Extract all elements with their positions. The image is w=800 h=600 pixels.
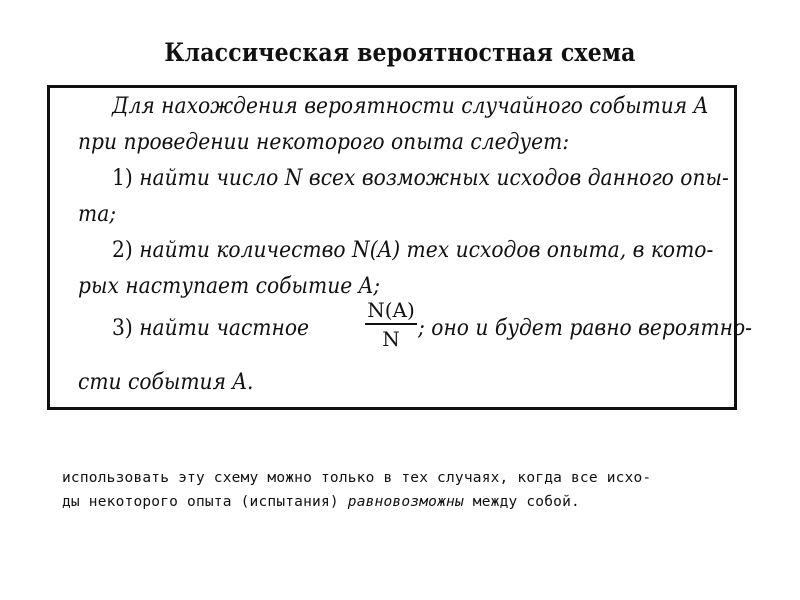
rule-box (47, 85, 753, 410)
note-text-b: между собой. (463, 494, 580, 510)
rule-line-2: при проведении некоторого опыта следует: (78, 130, 570, 155)
step-2-number: 2) (112, 238, 133, 263)
step-3-number: 3) (112, 316, 133, 341)
note-line-2 (62, 494, 580, 510)
rule-line-4: та; (78, 202, 117, 227)
note-text-a: ды некоторого опыта (испытания) (62, 494, 348, 510)
rule-step-3 (112, 316, 309, 341)
fraction-numerator: N(A) (367, 298, 415, 322)
note-emphasis: равновозможны (347, 494, 464, 510)
rule-line-6: рых наступает событие A; (78, 274, 381, 299)
step-1-number: 1) (112, 166, 133, 191)
rule-step-2 (112, 238, 713, 263)
step-3-text: найти частное (132, 316, 310, 341)
rule-step-1 (112, 166, 729, 191)
step-1-text: найти число N всех возможных исходов данного опы- (132, 166, 729, 191)
rule-line-1: Для нахождения вероятности случайного события A (112, 94, 709, 119)
note-line-1: использовать эту схему можно только в тех случаях, когда все исхо- (62, 470, 652, 486)
step-2-text: найти количество N(A) тех исходов опыта, в кото- (132, 238, 714, 263)
fraction (365, 300, 417, 349)
page-title: Классическая вероятностная схема (164, 38, 636, 67)
rule-step-3-after: ; оно и будет равно вероятно- (418, 316, 753, 341)
fraction-denominator: N (382, 326, 400, 351)
rule-line-8: сти события A. (78, 370, 254, 395)
